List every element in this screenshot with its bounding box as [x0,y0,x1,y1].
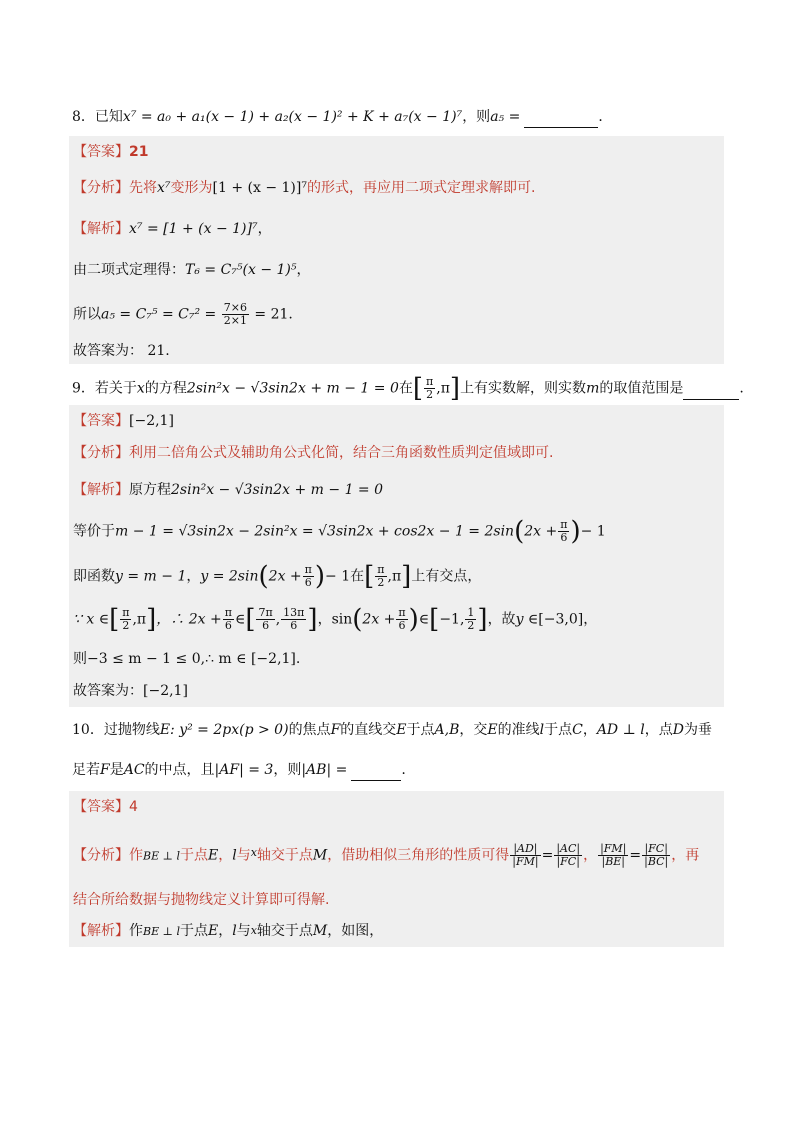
q8-fraction-denominator: 2×1 [223,314,247,327]
q10-analysis-text-c: ， [218,847,233,864]
q9-line4-sep: ， [317,611,332,628]
q9-line3-eq2: y = 2sin [200,568,259,585]
q9-line3-interval-fraction [375,564,386,589]
q8-line2-equation: T₆ = C₇⁵(x − 1)⁵ [185,262,297,278]
q9-stem-int-den: 2 [426,388,434,401]
q10-frac4-den: |BC| [644,855,669,868]
q8-stem [72,107,612,128]
q10-analysis-l: l [232,847,237,864]
q8-stem-end: ． [598,109,613,125]
q9-solution-box [69,405,724,707]
q8-line3-result: = 21. [254,306,293,323]
q10-frac4-num: |FC| [642,843,670,856]
q9-line4-int-den: 2 [122,619,130,632]
q9-line4-rb3: ] [477,604,488,635]
q10-stem-text-d: 于点 [406,722,435,738]
q8-stem-target: a₅ = [490,109,521,125]
q9-line3-minus: − 1 [325,568,351,585]
q9-stem-interval-fraction [424,376,435,401]
q10-stem-text-e: ，交 [459,722,488,738]
q9-line4-sin-fraction [396,607,407,632]
q10-stem-AB: A,B [434,722,460,738]
q10-stem-line-2 [72,760,406,781]
q10-frac1-num: |AD| [510,843,540,856]
q10-analysis-text-e: 轴交于点 [256,847,313,864]
q9-line4-hnum: 1 [467,606,475,619]
q9-final-answer: 故答案为：[−2,1] [73,683,188,699]
q8-analysis-form: [1 + (x − 1)]⁷ [212,180,307,196]
q10-solution-x: x [250,924,257,937]
q9-stem-left-bracket: [ [412,373,424,404]
q9-line3-den: 6 [304,576,312,589]
q10-stem-prefix: 10．过抛物线 [72,722,160,738]
q10-stem-E2: E [487,722,498,738]
q9-line4-l-den: 6 [262,619,270,632]
q10-answer-blank [351,760,401,781]
q10-analysis-x: x [250,846,257,859]
q10-stem-line-1 [72,720,712,740]
q10-ratio-fc-bc [642,843,670,868]
q10-solution-text-e: 轴交于点 [256,923,313,939]
q10-ratio-ac-fc [554,843,582,868]
q9-line3-eq1: y = m − 1 [115,568,187,585]
q8-analysis-text-c: 的形式，再应用二项式定理求解即可. [306,180,536,196]
q9-answer-line [73,411,174,431]
q9-solution-line-2 [73,516,606,547]
q9-stem-end: . [739,380,744,397]
q9-stem-interval-end: ,π [436,380,450,397]
q8-solution-line-4 [73,341,170,361]
q9-line3-text-e: 上有交点， [411,568,482,585]
q10-analysis-line-2 [73,890,329,910]
q9-line4-neg: −1, [439,611,465,628]
q9-line4-rb2: ] [307,604,318,635]
q10-frac3-num: |FM| [600,842,627,855]
q9-line4-half-fraction [465,607,476,632]
q9-line3-sep: ， [186,568,201,585]
q10-stem-text-f: 的准线 [497,722,540,738]
q10-answer-value: 4 [129,799,138,815]
q10-stem-text-c: 的直线交 [340,722,397,738]
q10-stem-equation: E: y² = 2px(p > 0) [159,722,289,738]
q9-line3-num: π [304,563,312,576]
q9-line4-rb1: ] [146,604,157,635]
q10-analysis-M: M [312,847,328,864]
q9-line2-close-paren: ) [570,516,581,547]
q9-line2-equation: m − 1 = √3sin2x − 2sin²x = √3sin2x + cos2x − 1 = 2sin [115,523,515,540]
q8-line3-equation: a₅ = C₇⁵ = C₇² = [101,306,217,323]
q8-solution-line-1 [73,219,272,239]
q8-solution-label: 【解析】 [73,221,129,237]
q10-analysis-E: E [207,847,219,864]
q10-eq1: = [541,847,554,864]
q8-analysis-text-b: 变形为 [170,180,213,196]
q9-answer-value: [−2,1] [129,413,174,429]
q10-stem2-text-b: 是 [109,762,124,778]
q9-stem-int-num: π [426,375,434,388]
q9-line4-open-paren: ( [352,604,363,635]
q9-line4-pi6-den: 6 [224,619,232,632]
q9-analysis-label: 【分析】 [73,445,129,461]
q9-solution-text: 原方程 [129,482,171,498]
q8-stem-mid: ，则 [462,109,491,125]
q10-solution-M: M [312,923,328,939]
q9-answer-blank [683,379,739,400]
q9-line4-end: ， [583,611,598,628]
q10-stem2-text-c: 的中点，且 [144,762,215,778]
q9-line2-open-paren: ( [514,516,525,547]
q9-line4-text-d: ，故 [487,611,516,628]
q8-stem-prefix: 8．已知 [72,109,123,125]
q9-line5: 则−3 ≤ m − 1 ≤ 0,∴ m ∈ [−2,1]. [73,651,301,667]
q9-line4-arg: 2x + [362,611,396,628]
q10-analysis-text-g: ，再 [671,847,700,864]
q10-stem-text-g: 于点 [544,722,573,738]
q10-stem2-AC: AC [123,762,145,778]
q9-stem-var-x: x [136,380,145,397]
q9-line3-close-paren: ) [314,561,326,592]
q9-line3-text-d: 在 [350,568,365,585]
q9-line4-lb2: [ [245,604,256,635]
q10-frac1-den: |FM| [512,855,539,868]
q10-ratio-ad-fm [510,843,540,868]
q8-solution-line-2 [73,260,311,280]
q9-line4-int-end: ,π [132,611,147,628]
q10-stem-D: D [672,722,684,738]
q10-analysis-line-1 [73,843,699,868]
q8-answer-label: 【答案】 [73,144,129,160]
q9-line4-r-num: 13π [283,606,305,619]
q9-line4-in2: ∈ [418,611,430,628]
q9-line2-arg: 2x + [524,523,558,540]
q10-stem-F: F [330,722,341,738]
q9-line4-pi6-fraction [223,607,234,632]
q10-stem-text-b: 的焦点 [288,722,331,738]
q9-answer-label: 【答案】 [73,413,129,429]
q9-stem-var-m: m [586,380,600,397]
q8-solution-equation: x⁷ = [1 + (x − 1)]⁷ [129,221,258,237]
q9-line4-since: ∵ x ∈ [73,611,110,628]
q8-answer-line [73,142,148,162]
q8-line3-fraction [222,302,249,327]
q10-answer-label: 【答案】 [73,799,129,815]
q9-analysis-text: 利用二倍角公式及辅助角公式化简，结合三角函数性质判定值域即可. [129,445,554,461]
q9-line3-int-den: 2 [377,576,385,589]
q10-analysis-text-b: 于点 [179,847,208,864]
q10-solution-text-c: ， [218,923,233,939]
q8-analysis-text-a: 先将 [129,180,157,196]
q9-line3-open-paren: ( [258,561,269,592]
q10-stem2-text-d: ，则 [273,762,302,778]
q8-analysis-label: 【分析】 [73,180,129,196]
q9-stem-text-e: 的取值范围是 [599,380,684,397]
q9-analysis-line [73,443,553,463]
q9-solution-line-4: ∵ x ∈[ $\frac{\pi}{2}$ ,π]，∴ 2x + $\frac{\pi}{6}$ ∈[ $\frac{7\pi}{6}$ , $\frac{13\pi}{6}$ ]，sin(2x + $\frac{\pi}{6}$ )∈[−1, $\frac{1}{2}$ ]，故y ∈[−3,0]， [73,604,598,635]
q10-ratio-fm-be [598,843,628,868]
q9-line3-int-num: π [377,563,385,576]
q10-stem-ADl: AD ⊥ l [596,722,645,738]
q10-analysis-text-2: 结合所给数据与抛物线定义计算即可得解. [73,892,330,908]
q8-stem-equation: x⁷ = a₀ + a₁(x − 1) + a₂(x − 1)² + K + a₇(x − 1)⁷ [122,109,463,125]
q9-line2-fraction [558,519,569,544]
q9-stem-text-c: 在 [398,380,413,397]
q10-solution-BE: BE ⊥ l [143,925,180,938]
q10-stem-text-j: 为垂 [683,722,712,738]
q9-line4-close-paren: ) [408,604,419,635]
q9-line4-sin: sin [331,611,353,628]
q9-stem-prefix: 9．若关于 [72,380,137,397]
q10-stem2-AB: |AB| = [301,762,348,778]
q10-stem2-text-a: 足若 [72,762,100,778]
q9-line3-text-a: 即函数 [73,568,115,585]
q9-line4-snum: π [398,606,406,619]
q9-line4-lb1: [ [109,604,120,635]
q8-solution-line-3 [73,302,293,327]
q9-line4-r-den: 6 [290,619,298,632]
q9-line2-text: 等价于 [73,523,115,540]
q8-solution-punct: ， [257,221,272,237]
q8-analysis-x7: x⁷ [157,180,171,196]
q8-answer-blank [524,107,598,128]
q10-analysis-text-a: 作 [129,847,143,864]
q10-stem-l: l [539,722,545,738]
q10-stem2-AF: |AF| = 3 [214,762,274,778]
q10-solution-l: l [232,923,237,939]
q10-frac3-den: |BE| [601,855,626,868]
q10-solution-text-a: 作 [129,923,143,939]
q9-line4-right-fraction [281,607,306,632]
q9-line4-in: ∈ [234,611,246,628]
q9-solution-equation: 2sin²x − √3sin2x + m − 1 = 0 [171,482,384,498]
q9-line3-arg: 2x + [268,568,302,585]
q9-solution-line-5 [73,649,300,669]
q9-stem-text-d: 上有实数解，则实数 [460,380,587,397]
q10-sep: ， [583,847,598,864]
q9-line4-l-num: 7π [258,606,273,619]
q9-line4-pi6-num: π [224,606,232,619]
q10-answer-line [73,797,138,817]
q8-solution-box [69,136,724,364]
q9-solution-line-6 [73,681,188,701]
q9-line3-right-bracket: ] [401,561,412,592]
q8-fraction-numerator: 7×6 [223,301,247,314]
q10-stem-text-i: ，点 [644,722,673,738]
q10-solution-line-1 [73,921,383,942]
q9-line4-sden: 6 [398,619,406,632]
q9-solution-line-1 [73,480,383,500]
q9-stem [72,373,744,404]
q9-line4-hden: 2 [467,619,475,632]
q8-line2-punct: ， [296,262,311,278]
q9-solution-line-3 [73,561,482,592]
q9-line3-left-bracket: [ [364,561,375,592]
q10-stem-C: C [572,722,583,738]
q8-analysis-line [73,178,535,198]
q10-solution-text-d: 与 [236,923,251,939]
q10-stem2-end: . [401,762,406,778]
q9-line3-fraction [303,564,314,589]
q10-stem2-F: F [100,762,110,778]
q10-analysis-text-f: ，借助相似三角形的性质可得 [327,847,510,864]
q9-line2-end: − 1 [580,523,606,540]
q10-solution-text-f: ，如图， [327,923,384,939]
q10-analysis-text-d: 与 [236,847,251,864]
q10-solution-label: 【解析】 [73,923,129,939]
q8-line3-text: 所以 [73,306,101,323]
q10-stem-text-h: ， [582,722,597,738]
q9-stem-right-bracket: ] [449,373,461,404]
q8-answer-value: 21 [129,144,149,160]
q10-analysis-BE: BE ⊥ l [143,849,180,863]
q9-line2-num: π [560,518,568,531]
q10-analysis-label: 【分析】 [73,847,129,864]
q8-final-answer: 故答案为： 21. [73,343,170,359]
q10-solution-E: E [207,923,219,939]
q9-line4-y: y ∈ [515,611,539,628]
q9-line3-interval-end: ,π [387,568,402,585]
q10-frac2-den: |FC| [556,855,580,868]
q9-line4-left-fraction [256,607,274,632]
q9-line2-den: 6 [560,531,568,544]
q10-eq2: = [629,847,642,864]
q10-frac2-num: |AC| [556,842,581,855]
q9-line4-therefore: ，∴ 2x + [156,611,222,628]
q10-solution-box [69,791,724,947]
q10-solution-text-b: 于点 [179,923,208,939]
q8-line2-text: 由二项式定理得： [73,262,185,278]
q9-line4-int-num: π [122,606,130,619]
q9-line4-range: [−3,0] [538,611,584,628]
q9-line4-lb3: [ [429,604,440,635]
q9-line4-int-fraction [120,607,131,632]
q9-stem-equation: 2sin²x − √3sin2x + m − 1 = 0 [186,380,399,397]
q9-stem-text-b: 的方程 [144,380,187,397]
q10-stem-E: E [396,722,407,738]
q9-solution-label: 【解析】 [73,482,129,498]
